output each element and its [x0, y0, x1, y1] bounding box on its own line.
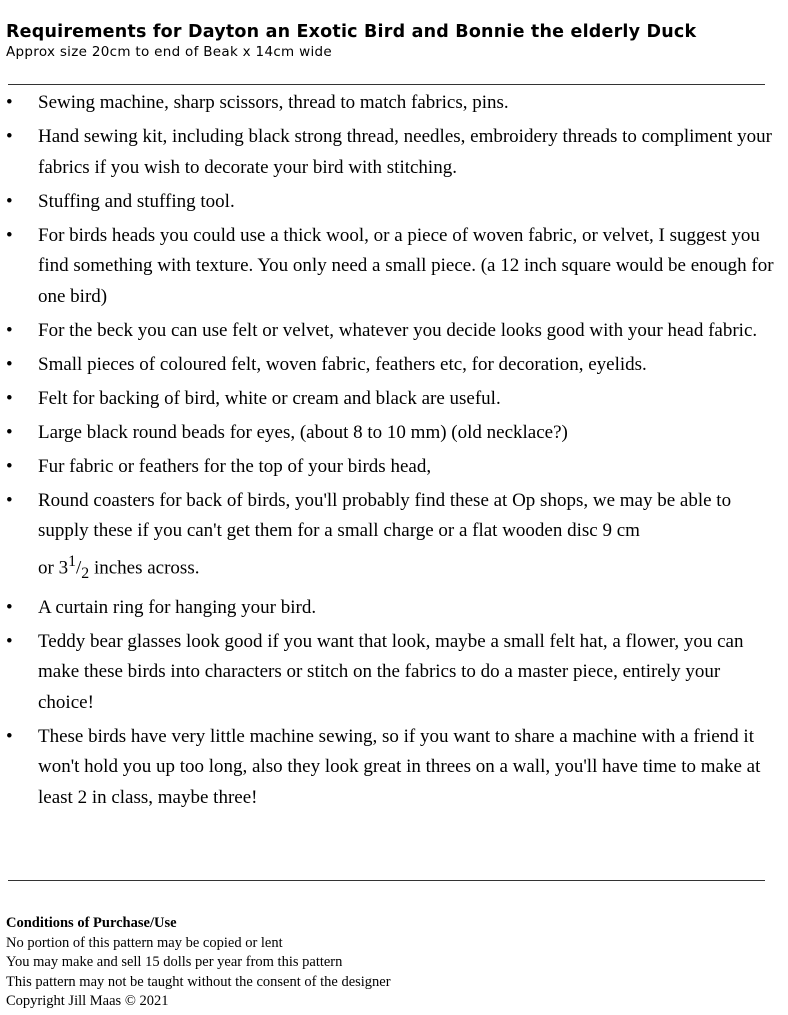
list-item-text: Fur fabric or feathers for the top of your birds head, [38, 455, 432, 477]
fraction-suffix: inches across. [89, 556, 200, 578]
list-item [0, 452, 780, 483]
document-title: Requirements for Dayton an Exotic Bird and Bonnie the elderly Duck [6, 22, 697, 42]
bullet-icon: • [6, 630, 13, 652]
bullet-icon: • [6, 596, 13, 618]
bottom-divider [8, 880, 765, 881]
requirements-list [0, 88, 780, 817]
list-item [0, 316, 780, 347]
bullet-icon: • [6, 421, 13, 443]
fraction-denominator: 2 [81, 564, 90, 582]
fraction-slash: / [76, 556, 82, 578]
bullet-icon: • [6, 455, 13, 477]
bullet-icon: • [6, 126, 13, 147]
list-item-text: Felt for backing of bird, white or cream and black are useful. [38, 387, 501, 409]
list-item-text: A curtain ring for hanging your bird. [38, 596, 317, 618]
list-item [0, 88, 780, 119]
list-item-text: For the beck you can use felt or velvet, whatever you decide looks good with your head fabric. [38, 319, 758, 341]
list-item [0, 221, 780, 313]
bullet-icon: • [6, 190, 13, 212]
list-item [0, 486, 780, 590]
bullet-icon: • [6, 92, 13, 113]
fraction-numerator: 1 [68, 552, 76, 570]
conditions-section [6, 914, 391, 1012]
list-item [0, 722, 780, 814]
bullet-icon: • [6, 353, 13, 375]
bullet-icon: • [6, 224, 13, 246]
list-item-text: Teddy bear glasses look good if you want that look, maybe a small felt hat, a flower, you can make these birds into characters or stitch on the fabrics to do a master piece, entirely your choice! [38, 630, 744, 713]
list-item-text: Small pieces of coloured felt, woven fabric, feathers etc, for decoration, eyelids. [38, 353, 647, 375]
list-item [0, 187, 780, 218]
condition-line: You may make and sell 15 dolls per year from this pattern [6, 954, 343, 970]
list-item-text: Hand sewing kit, including black strong thread, needles, embroidery threads to compliment your fabrics if you wish to decorate your bird with stitching. [38, 126, 772, 178]
list-item [0, 627, 780, 719]
list-item-text: Sewing machine, sharp scissors, thread to match fabrics, pins. [38, 92, 509, 113]
list-item-text: These birds have very little machine sewing, so if you want to share a machine with a friend it won't hold you up too long, also they look great in threes on a wall, you'll have time to make at least 2 in class, maybe three! [38, 725, 761, 808]
top-divider [8, 84, 765, 85]
bullet-icon: • [6, 319, 13, 341]
list-item-text: Large black round beads for eyes, (about 8 to 10 mm) (old necklace?) [38, 421, 568, 443]
list-item-text: Stuffing and stuffing tool. [38, 190, 235, 212]
list-item-text: Round coasters for back of birds, you'll probably find these at Op shops, we may be able to supply these if you can't get them for a small charge or a flat wooden disc 9 cm [38, 489, 732, 541]
conditions-title: Conditions of Purchase/Use [6, 915, 177, 931]
size-note: Approx size 20cm to end of Beak x 14cm wide [6, 44, 332, 60]
list-item-text: For birds heads you could use a thick wool, or a piece of woven fabric, or velvet, I suggest you find something with texture. You only need a small piece. (a 12 inch square would be enough for one bird) [38, 224, 774, 307]
bullet-icon: • [6, 387, 13, 409]
condition-line: This pattern may not be taught without the consent of the designer [6, 973, 391, 990]
bullet-icon: • [6, 725, 13, 747]
condition-line: No portion of this pattern may be copied or lent [6, 934, 283, 951]
list-item [0, 122, 780, 183]
list-item [0, 384, 780, 415]
list-item [0, 418, 780, 449]
list-item [0, 593, 780, 624]
document-header [6, 20, 776, 60]
fraction-prefix: or 3 [38, 556, 69, 578]
list-item [0, 350, 780, 381]
bullet-icon: • [6, 489, 13, 511]
copyright-line: Copyright Jill Maas © 2021 [6, 993, 169, 1009]
